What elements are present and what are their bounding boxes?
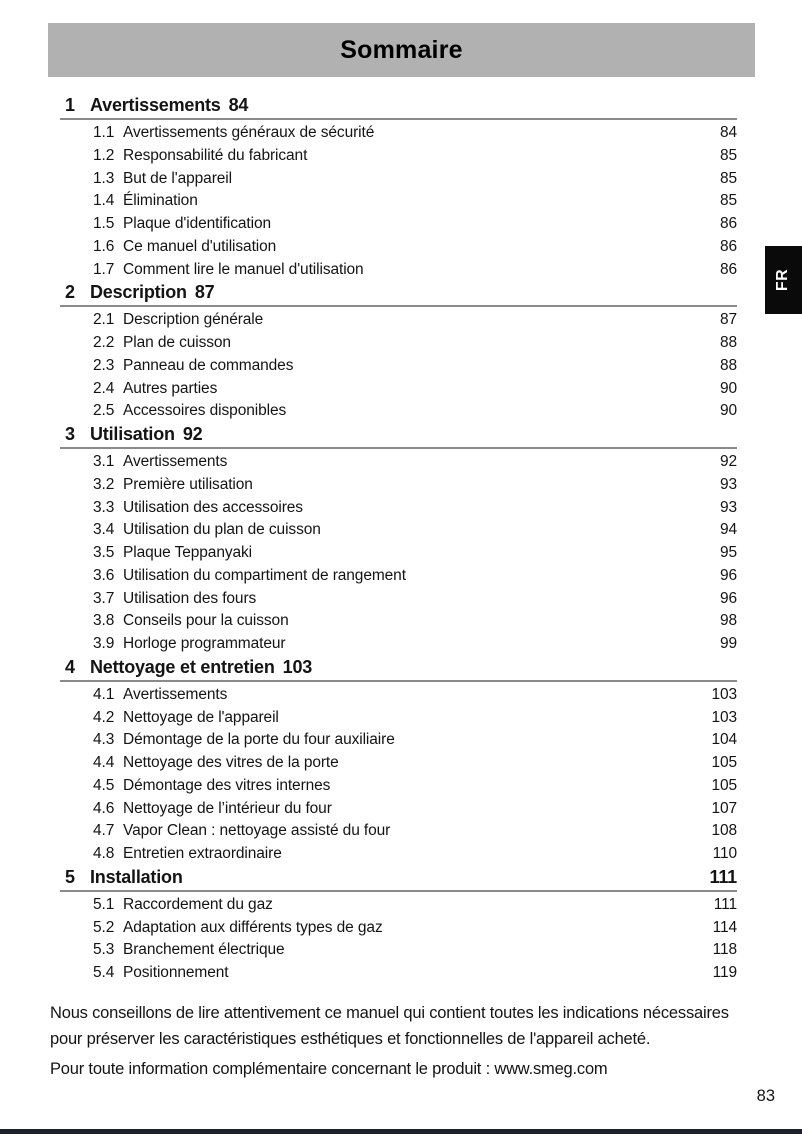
toc-entry — [48, 213, 754, 236]
section-number: 1 — [65, 95, 75, 115]
section-number: 4 — [65, 656, 75, 677]
section-page-number: 84 — [228, 95, 249, 115]
section-title: Utilisation — [90, 424, 175, 444]
entry-page-number: 119 — [712, 964, 737, 981]
toc-entry — [48, 451, 754, 474]
entry-label: Entretien extraordinaire — [123, 845, 282, 862]
entry-page-number: 107 — [711, 799, 737, 817]
entry-number: 2.3 — [93, 356, 115, 374]
entry-number: 4.8 — [93, 845, 115, 862]
toc-entry — [48, 588, 754, 611]
section-items — [48, 451, 754, 656]
entry-label: Utilisation du compartiment de rangement — [123, 566, 406, 584]
language-tab — [765, 246, 802, 314]
entry-page-number: 96 — [719, 589, 737, 607]
toc-entry — [48, 939, 754, 962]
entry-label: Ce manuel d'utilisation — [123, 237, 277, 255]
entry-number: 4.3 — [93, 731, 115, 749]
toc-entry — [48, 798, 754, 821]
toc-entry — [48, 707, 754, 730]
entry-number: 1.7 — [93, 260, 115, 278]
toc-entry — [48, 145, 754, 168]
entry-label: Positionnement — [123, 964, 229, 981]
entry-page-number: 103 — [711, 708, 737, 726]
section-number: 2 — [65, 282, 75, 303]
section-divider — [60, 447, 737, 449]
footer-paragraph-1: Nous conseillons de lire attentivement ce manuel qui contient toutes les indications nécessaires pour préserver les caractéristiques esthétiques et fonctionnelles de l'appareil acheté. — [50, 1004, 729, 1048]
entry-number: 2.1 — [93, 311, 115, 329]
entry-page-number: 90 — [719, 402, 737, 420]
toc-section — [48, 656, 754, 866]
entry-number: 5.2 — [93, 918, 115, 936]
toc-entry — [48, 168, 754, 191]
section-title: Nettoyage et entretien — [90, 656, 275, 677]
footer-note — [50, 1000, 758, 1082]
toc-section — [48, 94, 754, 281]
entry-label: Branchement électrique — [123, 941, 285, 959]
footer-paragraph-2: Pour toute information complémentaire concernant le produit : www.smeg.com — [50, 1060, 608, 1078]
entry-label: Plan de cuisson — [123, 334, 231, 351]
entry-number: 1.5 — [93, 215, 115, 232]
toc-entry — [48, 259, 754, 282]
entry-page-number: 114 — [712, 918, 737, 936]
toc-section — [48, 281, 754, 423]
section-title: Installation — [90, 866, 183, 887]
section-number: 3 — [65, 424, 75, 444]
section-number: 5 — [65, 866, 75, 887]
toc-entry — [48, 610, 754, 633]
entry-page-number: 92 — [719, 453, 737, 470]
toc-entry — [48, 684, 754, 707]
entry-label: Description générale — [123, 311, 264, 329]
toc-section-header — [48, 423, 754, 445]
bottom-rule-bar — [0, 1129, 802, 1134]
entry-page-number: 86 — [719, 260, 737, 278]
entry-page-number: 111 — [713, 895, 737, 913]
entry-label: Première utilisation — [123, 475, 253, 493]
entry-number: 4.1 — [93, 685, 115, 703]
entry-label: Utilisation des accessoires — [123, 498, 303, 516]
entry-page-number: 94 — [719, 521, 737, 539]
entry-page-number: 105 — [711, 776, 737, 794]
toc-entry — [48, 894, 754, 917]
section-title: Avertissements — [90, 95, 221, 115]
entry-page-number: 96 — [719, 566, 737, 584]
entry-number: 2.2 — [93, 334, 115, 351]
entry-page-number: 87 — [719, 311, 737, 329]
toc-section-header — [48, 281, 754, 303]
entry-label: Nettoyage des vitres de la porte — [123, 754, 339, 771]
entry-label: Nettoyage de l'appareil — [123, 708, 279, 726]
toc-entry — [48, 542, 754, 565]
entry-label: Horloge programmateur — [123, 635, 286, 652]
section-items — [48, 309, 754, 423]
entry-page-number: 88 — [719, 356, 737, 374]
toc-entry — [48, 962, 754, 985]
entry-page-number: 85 — [719, 169, 737, 187]
toc-section — [48, 866, 754, 985]
entry-number: 1.3 — [93, 169, 115, 187]
toc-entry — [48, 729, 754, 752]
toc-entry — [48, 400, 754, 423]
toc-entry — [48, 190, 754, 213]
entry-number: 3.5 — [93, 544, 115, 561]
language-tab-label: FR — [774, 268, 792, 292]
entry-number: 5.4 — [93, 964, 115, 981]
entry-label: But de l'appareil — [123, 169, 232, 187]
toc-entry — [48, 752, 754, 775]
entry-page-number: 105 — [711, 754, 737, 771]
entry-number: 2.5 — [93, 402, 115, 420]
entry-page-number: 90 — [719, 379, 737, 397]
section-page-number: 92 — [182, 424, 203, 444]
entry-page-number: 93 — [719, 498, 737, 516]
section-items — [48, 122, 754, 281]
entry-label: Autres parties — [123, 379, 218, 397]
toc-section-header — [48, 866, 754, 888]
toc-entry — [48, 775, 754, 798]
toc-entry — [48, 497, 754, 520]
sommaire-banner — [48, 23, 755, 77]
toc-entry — [48, 843, 754, 866]
entry-label: Conseils pour la cuisson — [123, 612, 289, 630]
entry-page-number: 104 — [711, 731, 737, 749]
entry-number: 1.6 — [93, 237, 115, 255]
entry-label: Démontage de la porte du four auxiliaire — [123, 731, 395, 749]
toc-section-header — [48, 94, 754, 116]
entry-page-number: 88 — [719, 334, 737, 351]
entry-number: 3.2 — [93, 475, 115, 493]
entry-number: 5.1 — [93, 895, 115, 913]
entry-label: Plaque d'identification — [123, 215, 272, 232]
entry-page-number: 86 — [719, 215, 737, 232]
toc-entry — [48, 309, 754, 332]
entry-label: Accessoires disponibles — [123, 402, 287, 420]
entry-label: Nettoyage de l’intérieur du four — [123, 799, 332, 817]
section-divider — [60, 118, 737, 120]
toc-entry — [48, 565, 754, 588]
entry-number: 1.4 — [93, 192, 115, 210]
entry-number: 5.3 — [93, 941, 115, 959]
section-page-number: 87 — [194, 282, 215, 303]
entry-label: Utilisation du plan de cuisson — [123, 521, 321, 539]
entry-number: 3.3 — [93, 498, 115, 516]
entry-page-number: 95 — [719, 544, 737, 561]
entry-number: 3.4 — [93, 521, 115, 539]
entry-page-number: 110 — [712, 845, 737, 862]
section-divider — [60, 305, 737, 307]
entry-label: Avertissements généraux de sécurité — [123, 124, 375, 141]
table-of-contents — [48, 94, 754, 985]
entry-number: 3.7 — [93, 589, 115, 607]
entry-label: Vapor Clean : nettoyage assisté du four — [123, 822, 391, 840]
toc-section-header — [48, 656, 754, 678]
entry-page-number: 93 — [719, 475, 737, 493]
entry-page-number: 98 — [719, 612, 737, 630]
entry-number: 4.2 — [93, 708, 115, 726]
entry-page-number: 85 — [719, 192, 737, 210]
entry-label: Avertissements — [123, 453, 228, 470]
entry-label: Avertissements — [123, 685, 228, 703]
entry-label: Utilisation des fours — [123, 589, 257, 607]
entry-number: 4.6 — [93, 799, 115, 817]
entry-number: 1.1 — [93, 124, 115, 141]
entry-page-number: 85 — [719, 146, 737, 164]
entry-number: 1.2 — [93, 146, 115, 164]
toc-entry — [48, 236, 754, 259]
toc-entry — [48, 474, 754, 497]
entry-number: 2.4 — [93, 379, 115, 397]
entry-page-number: 118 — [712, 941, 737, 959]
entry-number: 3.1 — [93, 453, 115, 470]
entry-number: 4.4 — [93, 754, 115, 771]
toc-entry — [48, 633, 754, 656]
entry-number: 3.9 — [93, 635, 115, 652]
entry-page-number: 84 — [719, 124, 737, 141]
toc-section — [48, 423, 754, 656]
section-items — [48, 684, 754, 866]
entry-number: 4.5 — [93, 776, 115, 794]
toc-entry — [48, 917, 754, 940]
entry-page-number: 99 — [719, 635, 737, 652]
entry-page-number: 86 — [719, 237, 737, 255]
section-divider — [60, 890, 737, 892]
toc-entry — [48, 122, 754, 145]
entry-label: Démontage des vitres internes — [123, 776, 331, 794]
entry-number: 4.7 — [93, 822, 115, 840]
toc-entry — [48, 820, 754, 843]
entry-label: Plaque Teppanyaki — [123, 544, 253, 561]
entry-label: Comment lire le manuel d'utilisation — [123, 260, 364, 278]
section-page-number: 111 — [709, 866, 737, 887]
page-number: 83 — [756, 1087, 775, 1105]
entry-label: Élimination — [123, 192, 198, 210]
section-items — [48, 894, 754, 985]
entry-label: Adaptation aux différents types de gaz — [123, 918, 383, 936]
section-page-number: 103 — [282, 656, 313, 677]
entry-page-number: 108 — [711, 822, 737, 840]
toc-entry — [48, 519, 754, 542]
toc-entry — [48, 332, 754, 355]
toc-entry — [48, 378, 754, 401]
entry-number: 3.8 — [93, 612, 115, 630]
section-title: Description — [90, 282, 187, 303]
page-title: Sommaire — [340, 35, 463, 64]
toc-entry — [48, 355, 754, 378]
entry-number: 3.6 — [93, 566, 115, 584]
section-divider — [60, 680, 737, 682]
entry-label: Responsabilité du fabricant — [123, 146, 308, 164]
entry-page-number: 103 — [711, 685, 737, 703]
entry-label: Raccordement du gaz — [123, 895, 273, 913]
entry-label: Panneau de commandes — [123, 356, 294, 374]
